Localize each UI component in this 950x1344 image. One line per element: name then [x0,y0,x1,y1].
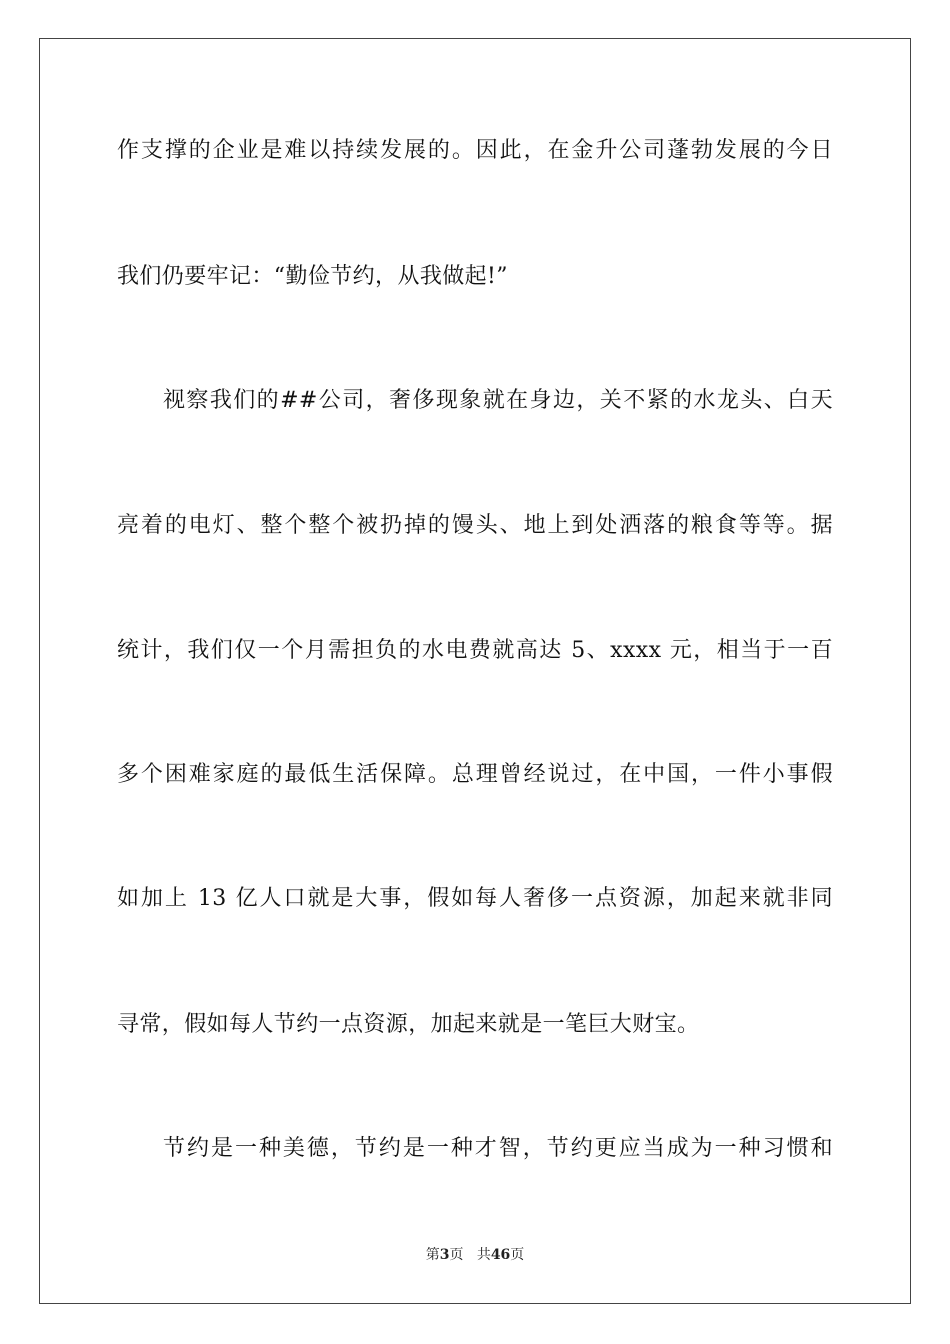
total-suffix: 页 [510,1247,525,1263]
page-suffix: 页 [449,1247,464,1263]
text-line: 多个困难家庭的最低生活保障。总理曾经说过，在中国，一件小事假 [117,762,833,787]
text-line: 统计，我们仅一个月需担负的水电费就高达 5、xxxx 元，相当于一百 [117,638,833,663]
page-prefix: 第 [425,1247,440,1263]
text-line: 作支撑的企业是难以持续发展的。因此，在金升公司蓬勃发展的今日 [117,138,833,163]
page-border [39,38,911,1304]
text-line: 我们仍要牢记：“勤俭节约，从我做起!” [117,264,508,289]
total-prefix: 共 [476,1247,491,1263]
text-line: 节约是一种美德，节约是一种才智，节约更应当成为一种习惯和 [163,1136,833,1161]
page-footer [0,1245,950,1265]
text-line: 视察我们的##公司，奢侈现象就在身边，关不紧的水龙头、白天 [163,388,833,413]
text-line: 寻常，假如每人节约一点资源，加起来就是一笔巨大财宝。 [117,1012,700,1037]
total-pages: 46 [490,1247,511,1263]
page-number: 3 [439,1247,450,1263]
text-line: 亮着的电灯、整个整个被扔掉的馒头、地上到处洒落的粮食等等。据 [117,513,833,538]
text-line: 如加上 13 亿人口就是大事，假如每人奢侈一点资源，加起来就非同 [117,886,833,911]
